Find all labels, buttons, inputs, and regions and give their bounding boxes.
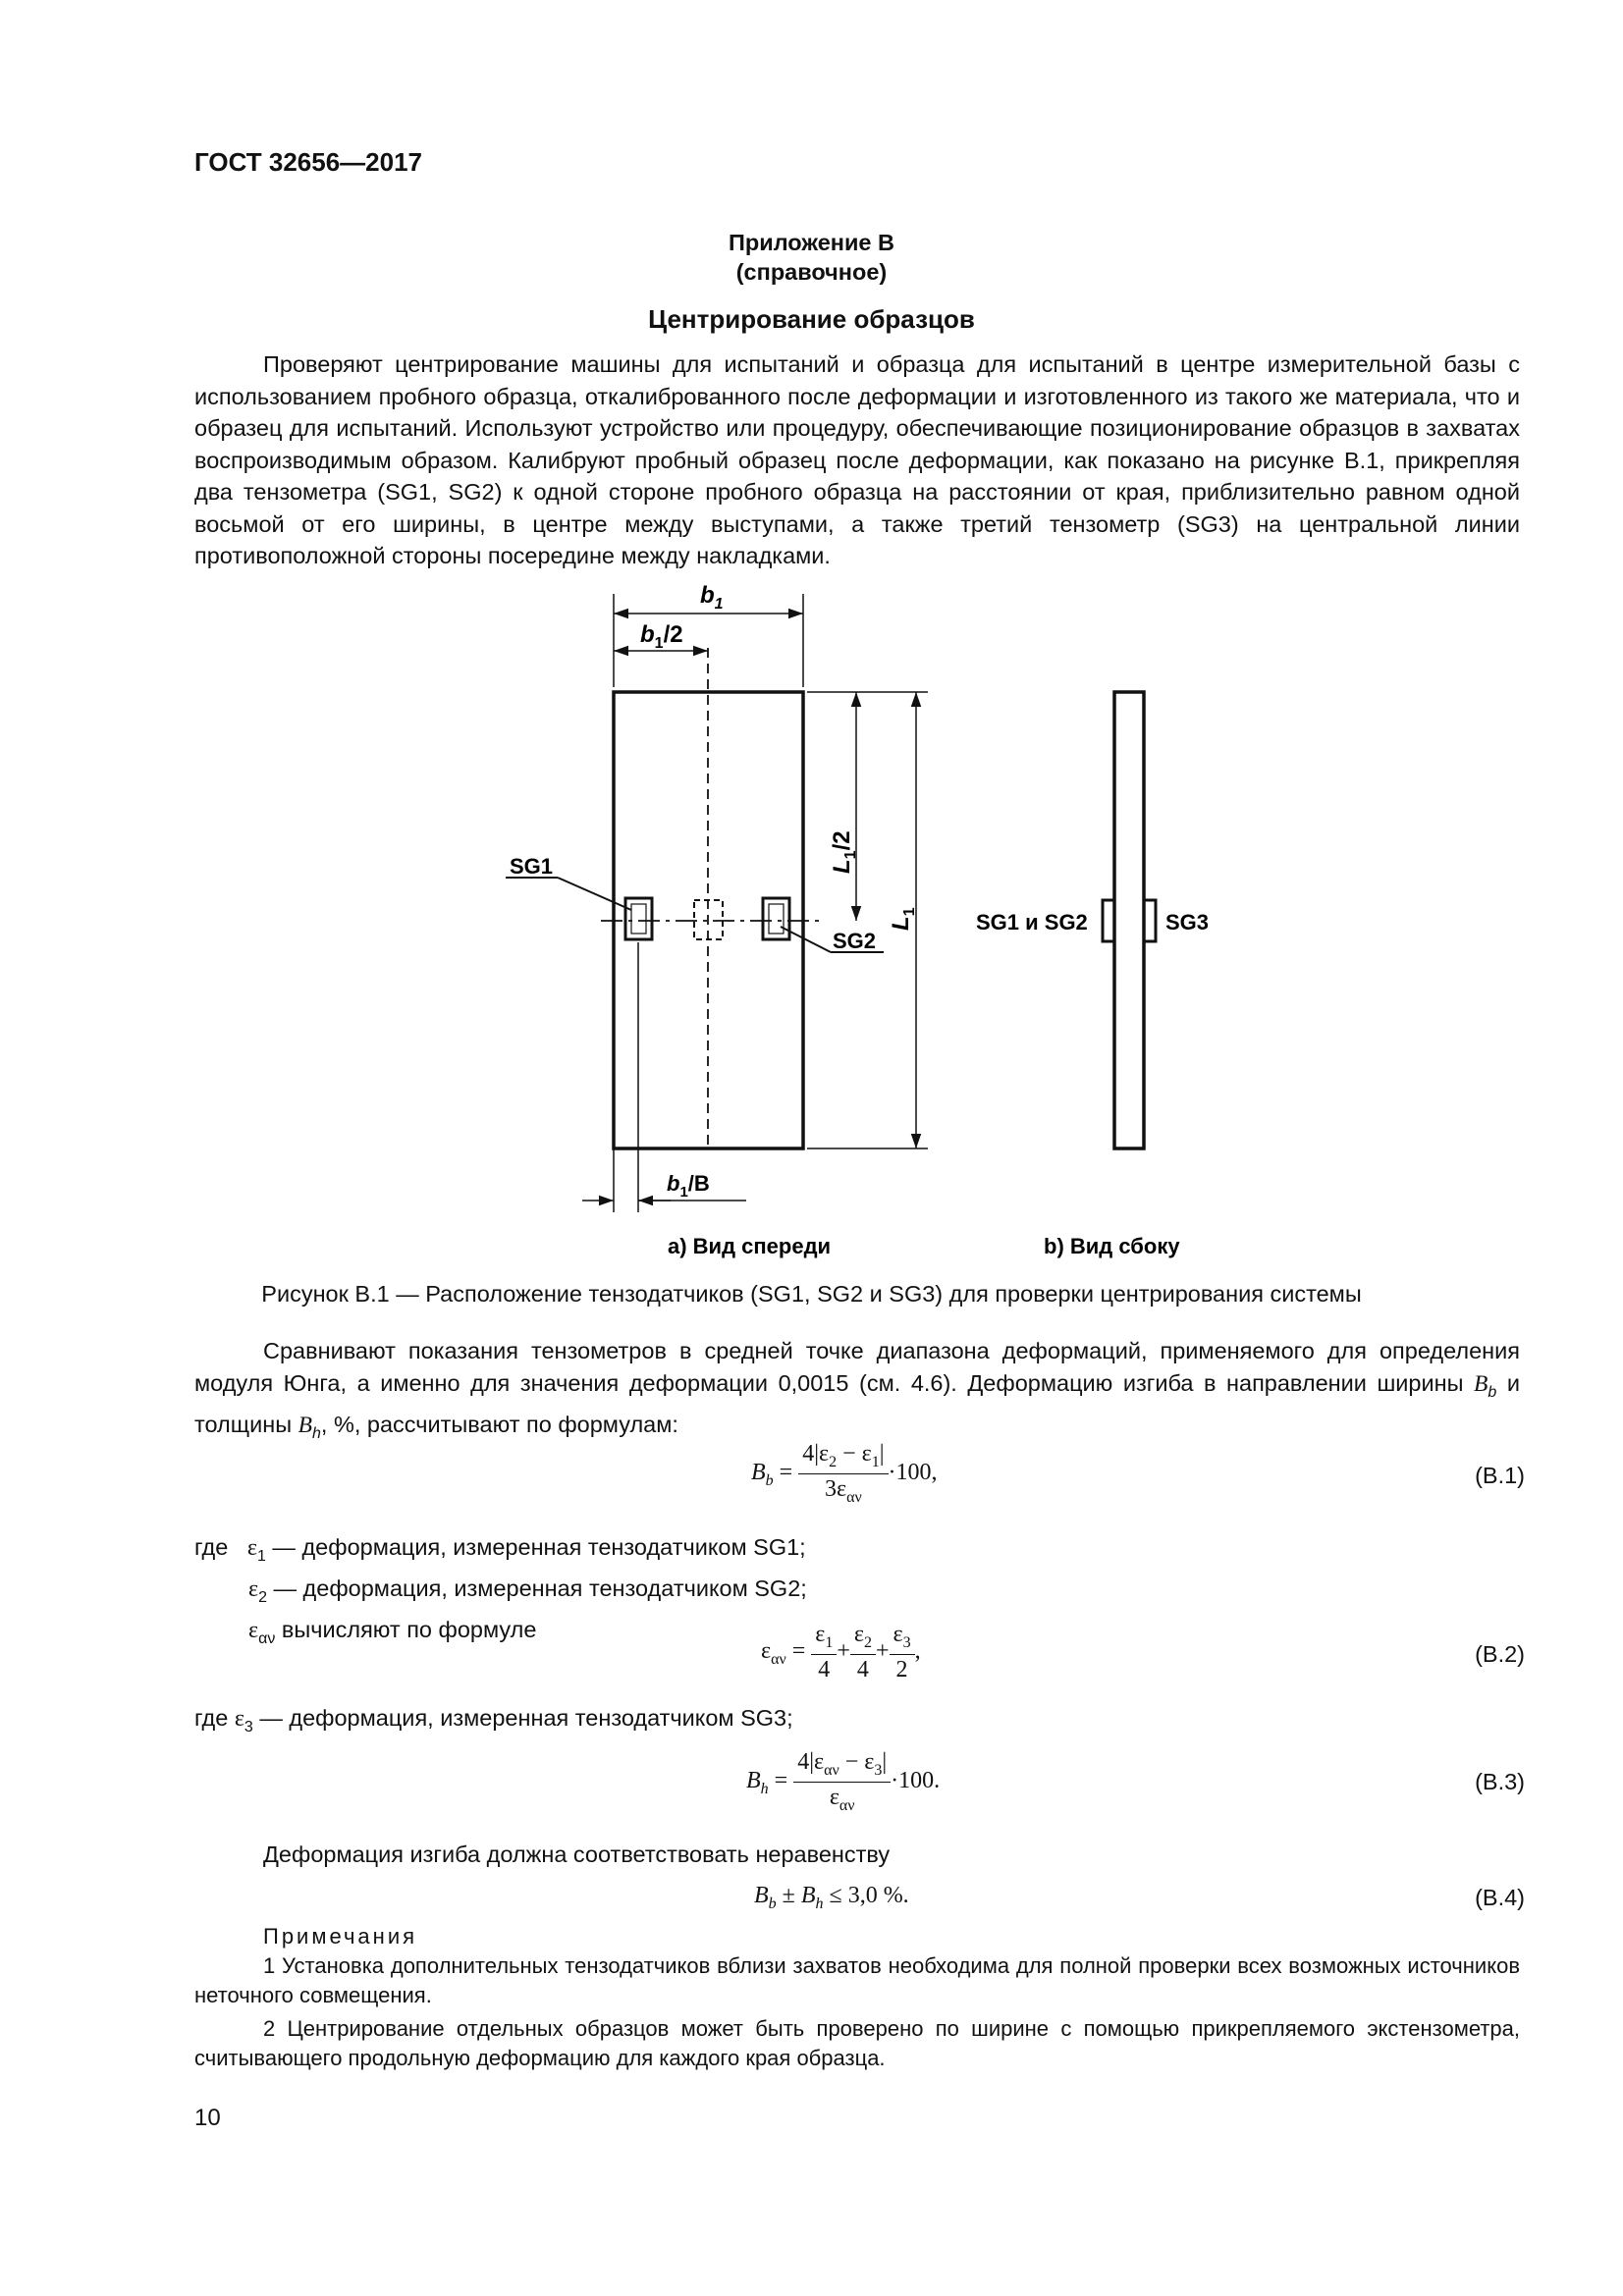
formula-b3: $B_h$ = $\frac{4|\varepsilon_{\alpha\nu} - \varepsilon_3|}{\varepsilon_{\alpha\nu}}$ ·100. (746, 1749, 941, 1814)
intro-text: Проверяют центрирование машины для испытаний и образца для испытаний в центре измерительной базы с использованием пробного образца, откалиброванного после деформации и изготовленного из такого же материала, что и образец для испытаний. Используют устройство или процедуру, обеспечивающие позиционирование образцов в захватах воспроизводимым образом. Калибруют пробный образец после деформации, как показано на рисунке В.1, прикрепляя два тензометра (SG1, SG2) к одной стороне пробного образца на расстоянии от края, приблизительно равном одной восьмой от его ширины, в центре между выступами, а также третий тензометр (SG3) на центральной линии противоположной стороны посередине между накладками. (194, 351, 1520, 568)
label-b1-eighth: $b_1/B$ (667, 1171, 710, 1201)
formula-b1: $B_b$ = $\frac{4|\varepsilon_2 - \varepsilon_1|}{3\varepsilon_{\alpha\nu}}$ ·100, (751, 1441, 938, 1506)
note-item: 2 Центрирование отдельных образцов может быть проверено по ширине с помощью прикрепляемого экстензометра, считывающего продольную деформацию для каждого края образца. (194, 2016, 1520, 2070)
sg2-gauge-inner (769, 904, 784, 934)
appendix-kind: (справочное) (735, 259, 888, 285)
page-number: 10 (194, 2105, 221, 2131)
paragraph-2: Сравнивают показания тензометров в средней точке диапазона деформаций, применяемого для определения модуля Юнга, а именно для значения деформации 0,0015 (см. 4.6). Деформацию изгиба в направлении ширины $B_b$ и толщины $B_h$, %, рассчитывают по формулам: (194, 1338, 1520, 1442)
label-sg1-sg2: SG1 и SG2 (976, 910, 1088, 934)
where-block-1: где $\varepsilon_1$ — деформация, измеренная тензодатчиком SG1; $\varepsilon_2$ — деформация, измеренная тензодатчиком SG2; $\varepsilon_{\alpha\nu}$ вычисляют по формуле (194, 1534, 807, 1647)
notes-list (194, 1951, 1520, 2073)
side-gauge-sg3 (1144, 900, 1156, 941)
document-code: ГОСТ 32656—2017 (194, 147, 422, 177)
sg1-gauge-inner (631, 904, 646, 934)
inequality-intro: Деформация изгиба должна соответствовать неравенству (263, 1842, 891, 1867)
appendix-label: Приложение В (729, 230, 894, 255)
subcaption-front: a) Вид спереди (668, 1234, 832, 1258)
note-item: 1 Установка дополнительных тензодатчиков вблизи захватов необходима для полной проверки всех возможных источников неточного совмещения. (194, 1953, 1520, 2007)
label-L1: $L_1$ (888, 907, 918, 931)
side-gauge-sg1-sg2 (1103, 900, 1114, 941)
where-block-2: где $\varepsilon_3$ — деформация, измеренная тензодатчиком SG3; (194, 1705, 793, 1735)
subcaption-side: b) Вид сбоку (1044, 1234, 1180, 1258)
equation-number-b4: (В.4) (1475, 1885, 1525, 1910)
label-b1-half: $b_1/2$ (640, 621, 683, 652)
label-sg1: SG1 (510, 854, 554, 879)
figure-caption: Рисунок В.1 — Расположение тензодатчиков (SG1, SG2 и SG3) для проверки центрирования системы (261, 1281, 1362, 1307)
notes-title: Примечания (263, 1924, 418, 1949)
formula-b4: $B_b \pm B_h \le 3,0$ %. (754, 1883, 909, 1912)
equation-number-b2: (В.2) (1475, 1641, 1525, 1667)
equation-number-b3: (В.3) (1475, 1769, 1525, 1794)
side-view-specimen (1114, 692, 1144, 1148)
label-sg3: SG3 (1165, 910, 1210, 934)
label-L1-half: $L_1/2$ (829, 830, 859, 874)
label-sg2: SG2 (833, 929, 877, 953)
appendix-title: Центрирование образцов (648, 304, 975, 334)
equation-number-b1: (В.1) (1475, 1463, 1525, 1488)
formula-b2: $\varepsilon_{\alpha\nu}$ = $\frac{\varepsilon_1}{4}$ + $\frac{\varepsilon_2}{4}$ + $\frac{\varepsilon_3}{2}$ , (761, 1622, 921, 1682)
label-b1: $b_1$ (700, 582, 724, 613)
